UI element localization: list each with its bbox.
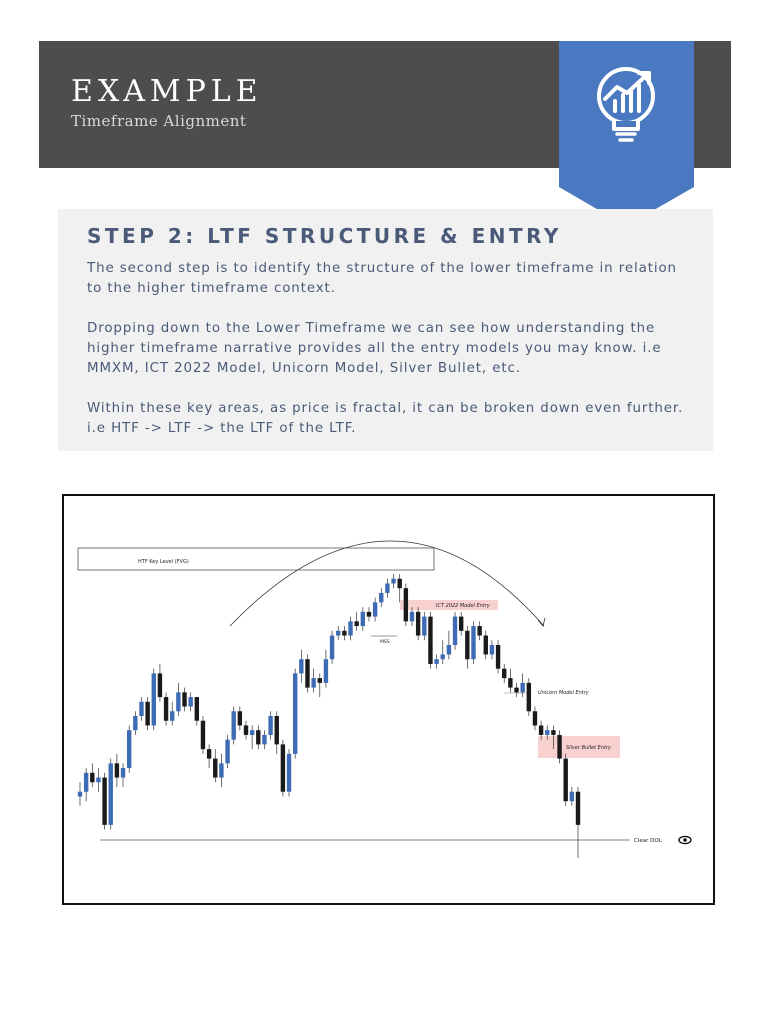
candle <box>367 607 371 621</box>
candle-body <box>133 716 137 730</box>
candle-body <box>318 678 322 683</box>
candle-body <box>527 683 531 711</box>
badge-ribbon <box>559 41 694 226</box>
candle-body <box>182 692 186 706</box>
candle-body <box>275 716 279 744</box>
arrow-head <box>538 618 545 626</box>
candle-body <box>201 721 205 749</box>
candle <box>465 626 469 669</box>
candle-body <box>256 730 260 744</box>
candle-body <box>299 659 303 673</box>
candle-body <box>570 792 574 801</box>
candle-body <box>213 759 217 778</box>
candle <box>281 740 285 797</box>
candle-body <box>109 763 113 825</box>
candle <box>324 650 328 688</box>
step-heading: STEP 2: LTF STRUCTURE & ENTRY <box>87 224 562 248</box>
candle <box>404 583 408 626</box>
page-title: EXAMPLE <box>71 74 263 109</box>
htf-key-level-zone <box>78 548 434 570</box>
candle <box>471 621 475 664</box>
candle <box>416 607 420 640</box>
candle-body <box>287 754 291 792</box>
candle-body <box>484 636 488 655</box>
candle <box>262 730 266 749</box>
candle <box>268 711 272 739</box>
candle <box>195 697 199 725</box>
candle-body <box>441 654 445 659</box>
candle-body <box>496 645 500 669</box>
candle <box>188 692 192 711</box>
candle <box>115 754 119 787</box>
candle <box>428 612 432 669</box>
candle <box>576 787 580 858</box>
candle-body <box>404 588 408 621</box>
candle-body <box>96 778 100 783</box>
candle-body <box>490 645 494 654</box>
candle-body <box>90 773 94 782</box>
candle <box>361 607 365 631</box>
candle <box>96 768 100 792</box>
candle <box>133 711 137 735</box>
candle-body <box>428 617 432 664</box>
candle <box>275 711 279 754</box>
candle-body <box>471 626 475 659</box>
candle <box>459 612 463 636</box>
candle-body <box>533 711 537 725</box>
candle-body <box>293 673 297 753</box>
candle-body <box>514 688 518 693</box>
candle-body <box>342 631 346 636</box>
candle-body <box>545 730 549 735</box>
candle <box>564 754 568 806</box>
candle <box>90 763 94 787</box>
candle-body <box>262 735 266 744</box>
candle <box>201 716 205 754</box>
candle <box>127 725 131 772</box>
candle-body <box>508 678 512 687</box>
candle <box>182 688 186 712</box>
candle-body <box>434 659 438 664</box>
mss-label: MSS <box>380 640 390 645</box>
candle-body <box>477 626 481 635</box>
candle-body <box>459 617 463 631</box>
candle-body <box>361 612 365 626</box>
candle-body <box>367 612 371 617</box>
candle <box>213 749 217 782</box>
candle <box>453 612 457 650</box>
candle-body <box>244 725 248 734</box>
candles <box>78 574 580 858</box>
candle-body <box>410 612 414 621</box>
candle-body <box>170 711 174 720</box>
candle <box>527 678 531 716</box>
candle <box>496 640 500 673</box>
candle-body <box>164 697 168 721</box>
candle <box>391 574 395 588</box>
candle-body <box>207 749 211 758</box>
candle-body <box>551 730 555 735</box>
candle-body <box>176 692 180 711</box>
candle-body <box>348 621 352 635</box>
candle <box>441 640 445 664</box>
candle <box>570 787 574 806</box>
candle <box>354 612 358 631</box>
candle-body <box>102 778 106 825</box>
candle-body <box>324 659 328 683</box>
candle <box>330 631 334 664</box>
htf-key-level-label: HTF Key Level (FVG) <box>138 559 189 565</box>
candle-body <box>539 725 543 734</box>
candle-body <box>447 645 451 654</box>
candle-body <box>152 673 156 725</box>
candle-body <box>379 593 383 602</box>
candle <box>287 749 291 796</box>
candle-body <box>238 711 242 725</box>
candle <box>84 768 88 801</box>
candle <box>145 697 149 730</box>
candle-body <box>78 792 82 797</box>
candle <box>305 654 309 692</box>
candle-body <box>453 617 457 645</box>
candle <box>477 621 481 640</box>
candle <box>398 574 402 602</box>
candle-body <box>121 768 125 777</box>
candle-body <box>311 678 315 687</box>
silver-bullet-label: Silver Bullet Entry <box>566 745 611 751</box>
candle <box>164 692 168 725</box>
candle-body <box>84 773 88 792</box>
candle-body <box>232 711 236 739</box>
step-paragraph: Within these key areas, as price is fractal, it can be broken down even further. i.e HTF -> LTF -> the LTF of the LTF. <box>87 401 684 436</box>
candle-body <box>465 631 469 659</box>
candle <box>348 617 352 641</box>
candle-body <box>225 740 229 764</box>
eye-icon <box>679 836 691 843</box>
candle <box>373 598 377 622</box>
candle-body <box>564 759 568 802</box>
candle-body <box>422 617 426 636</box>
candle <box>78 782 82 806</box>
candle <box>502 664 506 683</box>
candle <box>225 735 229 768</box>
price-chart-figure <box>62 494 715 905</box>
step-paragraph: Dropping down to the Lower Timeframe we can see how understanding the higher timeframe narrative provides all the entry models you may know. i.e MMXM, ICT 2022 Model, Unicorn Model, Silver Bullet, etc. <box>87 321 662 376</box>
candle-body <box>557 735 561 759</box>
candle <box>342 626 346 640</box>
candle <box>434 654 438 668</box>
candle-body <box>115 763 119 777</box>
step-paragraph: The second step is to identify the structure of the lower timeframe in relation to the higher timeframe context. <box>87 261 677 296</box>
candle-body <box>336 631 340 636</box>
candle <box>250 725 254 749</box>
candle-body <box>416 612 420 636</box>
candle <box>152 669 156 731</box>
candle-body <box>139 702 143 716</box>
candle-body <box>502 669 506 678</box>
step-section <box>58 209 713 451</box>
candle <box>139 697 143 721</box>
candle <box>238 707 242 731</box>
candle <box>484 631 488 659</box>
candle-body <box>145 702 149 726</box>
candle <box>207 744 211 768</box>
candle <box>170 702 174 726</box>
candle <box>336 626 340 640</box>
candle-body <box>330 636 334 660</box>
candle <box>422 612 426 640</box>
candle-body <box>158 673 162 697</box>
ict-entry-label: ICT 2022 Model Entry <box>436 603 490 609</box>
candlestick-chart <box>64 496 713 903</box>
candle-body <box>354 621 358 626</box>
candle-body <box>188 697 192 706</box>
candle <box>102 773 106 830</box>
candle <box>232 707 236 745</box>
candle <box>318 673 322 697</box>
candle-body <box>391 579 395 584</box>
candle <box>219 754 223 787</box>
candle <box>557 730 561 763</box>
candle-body <box>250 730 254 735</box>
candle-body <box>127 730 131 768</box>
candle-body <box>268 716 272 735</box>
candle-body <box>576 792 580 825</box>
candle-body <box>281 744 285 791</box>
candle <box>514 683 518 697</box>
candle-body <box>219 763 223 777</box>
candle <box>299 650 303 683</box>
candle <box>520 673 524 697</box>
candle <box>311 669 315 693</box>
candle <box>256 725 260 749</box>
candle <box>293 669 297 759</box>
candle <box>109 759 113 830</box>
candle-body <box>195 697 199 721</box>
candle <box>385 579 389 598</box>
candle-body <box>373 602 377 616</box>
page-subtitle: Timeframe Alignment <box>71 112 247 130</box>
candle-body <box>520 683 524 692</box>
candle <box>533 707 537 731</box>
candle <box>176 683 180 716</box>
candle-body <box>305 659 309 687</box>
candle <box>379 588 383 607</box>
candle <box>121 763 125 787</box>
candle-body <box>398 579 402 588</box>
dol-label: Clear DOL <box>634 838 662 844</box>
candle <box>508 669 512 693</box>
candle <box>490 640 494 659</box>
candle <box>244 721 248 740</box>
candle <box>447 631 451 659</box>
candle <box>158 664 162 702</box>
candle-body <box>385 583 389 592</box>
unicorn-entry-label: Unicorn Model Entry <box>538 690 589 696</box>
